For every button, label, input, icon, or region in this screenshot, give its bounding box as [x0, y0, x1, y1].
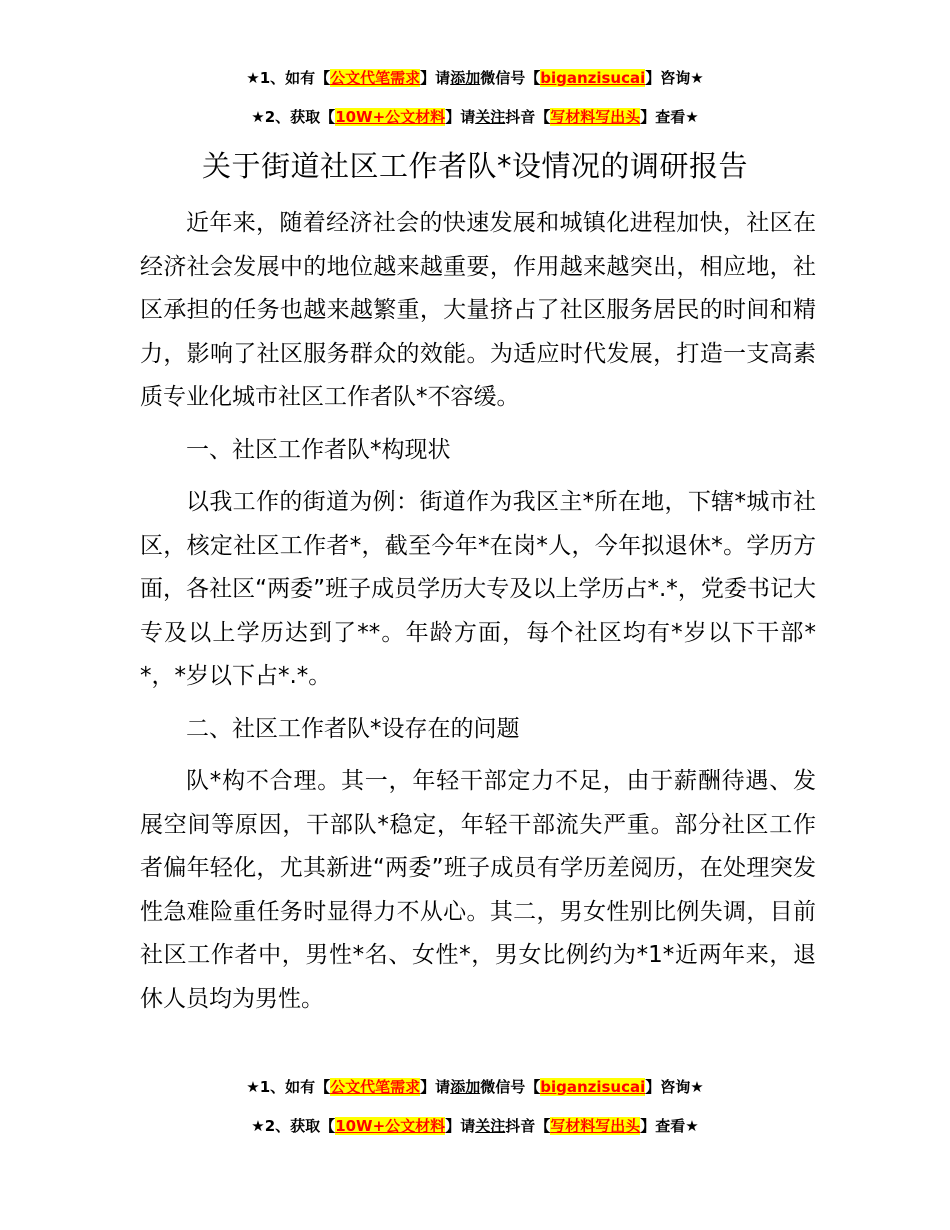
promo-line-2: [0, 107, 950, 127]
promo-highlight: 公文代笔需求: [330, 1078, 421, 1096]
promo-underlined: 添加: [450, 69, 481, 87]
promo-douyin-id: 写材料写出头: [550, 108, 641, 126]
promo-text: 】咨询★: [645, 1078, 704, 1096]
promo-text: 】咨询★: [645, 69, 704, 87]
promo-underlined: 关注: [475, 108, 506, 126]
section-1-heading: 一、社区工作者队*构现状: [186, 436, 451, 463]
promo-text: ★2、获取【: [251, 108, 336, 126]
promo-text: ★1、如有【: [246, 69, 331, 87]
promo-text: 微信号【: [480, 1078, 541, 1096]
promo-underlined: 添加: [450, 1078, 481, 1096]
promo-text: ★1、如有【: [246, 1078, 331, 1096]
intro-paragraph: 近年来，随着经济社会的快速发展和城镇化进程加快，社区在经济社会发展中的地位越来越重要，作用越来越突出，相应地，社区承担的任务也越来越繁重，大量挤占了社区服务居民的时间和精力，影响了社区服务群众的效能。为适应时代发展，打造一支高素质专业化城市社区工作者队*不容缓。: [140, 210, 816, 410]
promo-text: 】请: [445, 1117, 476, 1135]
promo-text: 】请: [420, 1078, 451, 1096]
promo-wechat-id: biganzisucai: [540, 1078, 646, 1096]
section-2-heading: 二、社区工作者队*设存在的问题: [186, 715, 520, 742]
promo-highlight: 10W+公文材料: [335, 108, 446, 126]
promo-douyin-id: 写材料写出头: [550, 1117, 641, 1135]
promo-line-1: [0, 68, 950, 88]
document-body: [140, 202, 816, 1021]
promo-highlight: 公文代笔需求: [330, 69, 421, 87]
promo-text: 】请: [445, 108, 476, 126]
promo-underlined: 关注: [475, 1117, 506, 1135]
document-title: 关于街道社区工作者队*设情况的调研报告: [201, 149, 748, 183]
promo-highlight: 10W+公文材料: [335, 1117, 446, 1135]
promo-text: 微信号【: [480, 69, 541, 87]
promo-text: ★2、获取【: [251, 1117, 336, 1135]
section-1-paragraph: 以我工作的街道为例：街道作为我区主*所在地，下辖*城市社区，核定社区工作者*，截至今年*在岗*人，今年拟退休*。学历方面，各社区“两委”班子成员学历大专及以上学历占*.*，党委书记大专及以上学历达到了**。年龄方面，每个社区均有*岁以下干部**，*岁以下占*.*。: [140, 489, 816, 689]
section-2-paragraph: 队*构不合理。其一，年轻干部定力不足，由于薪酬待遇、发展空间等原因，干部队*稳定，年轻干部流失严重。部分社区工作者偏年轻化，尤其新进“两委”班子成员有学历差阅历，在处理突发性急难险重任务时显得力不从心。其二，男女性别比例失调，目前社区工作者中，男性*名、女性*，男女比例约为*1*近两年来，退休人员均为男性。: [140, 768, 816, 1012]
promo-text: 】查看★: [640, 1117, 699, 1135]
promo-text: 抖音【: [505, 108, 551, 126]
promo-wechat-id: biganzisucai: [540, 69, 646, 87]
promo-line-1: [0, 1077, 950, 1097]
promo-text: 】查看★: [640, 108, 699, 126]
promo-line-2: [0, 1116, 950, 1136]
promo-text: 】请: [420, 69, 451, 87]
promo-text: 抖音【: [505, 1117, 551, 1135]
